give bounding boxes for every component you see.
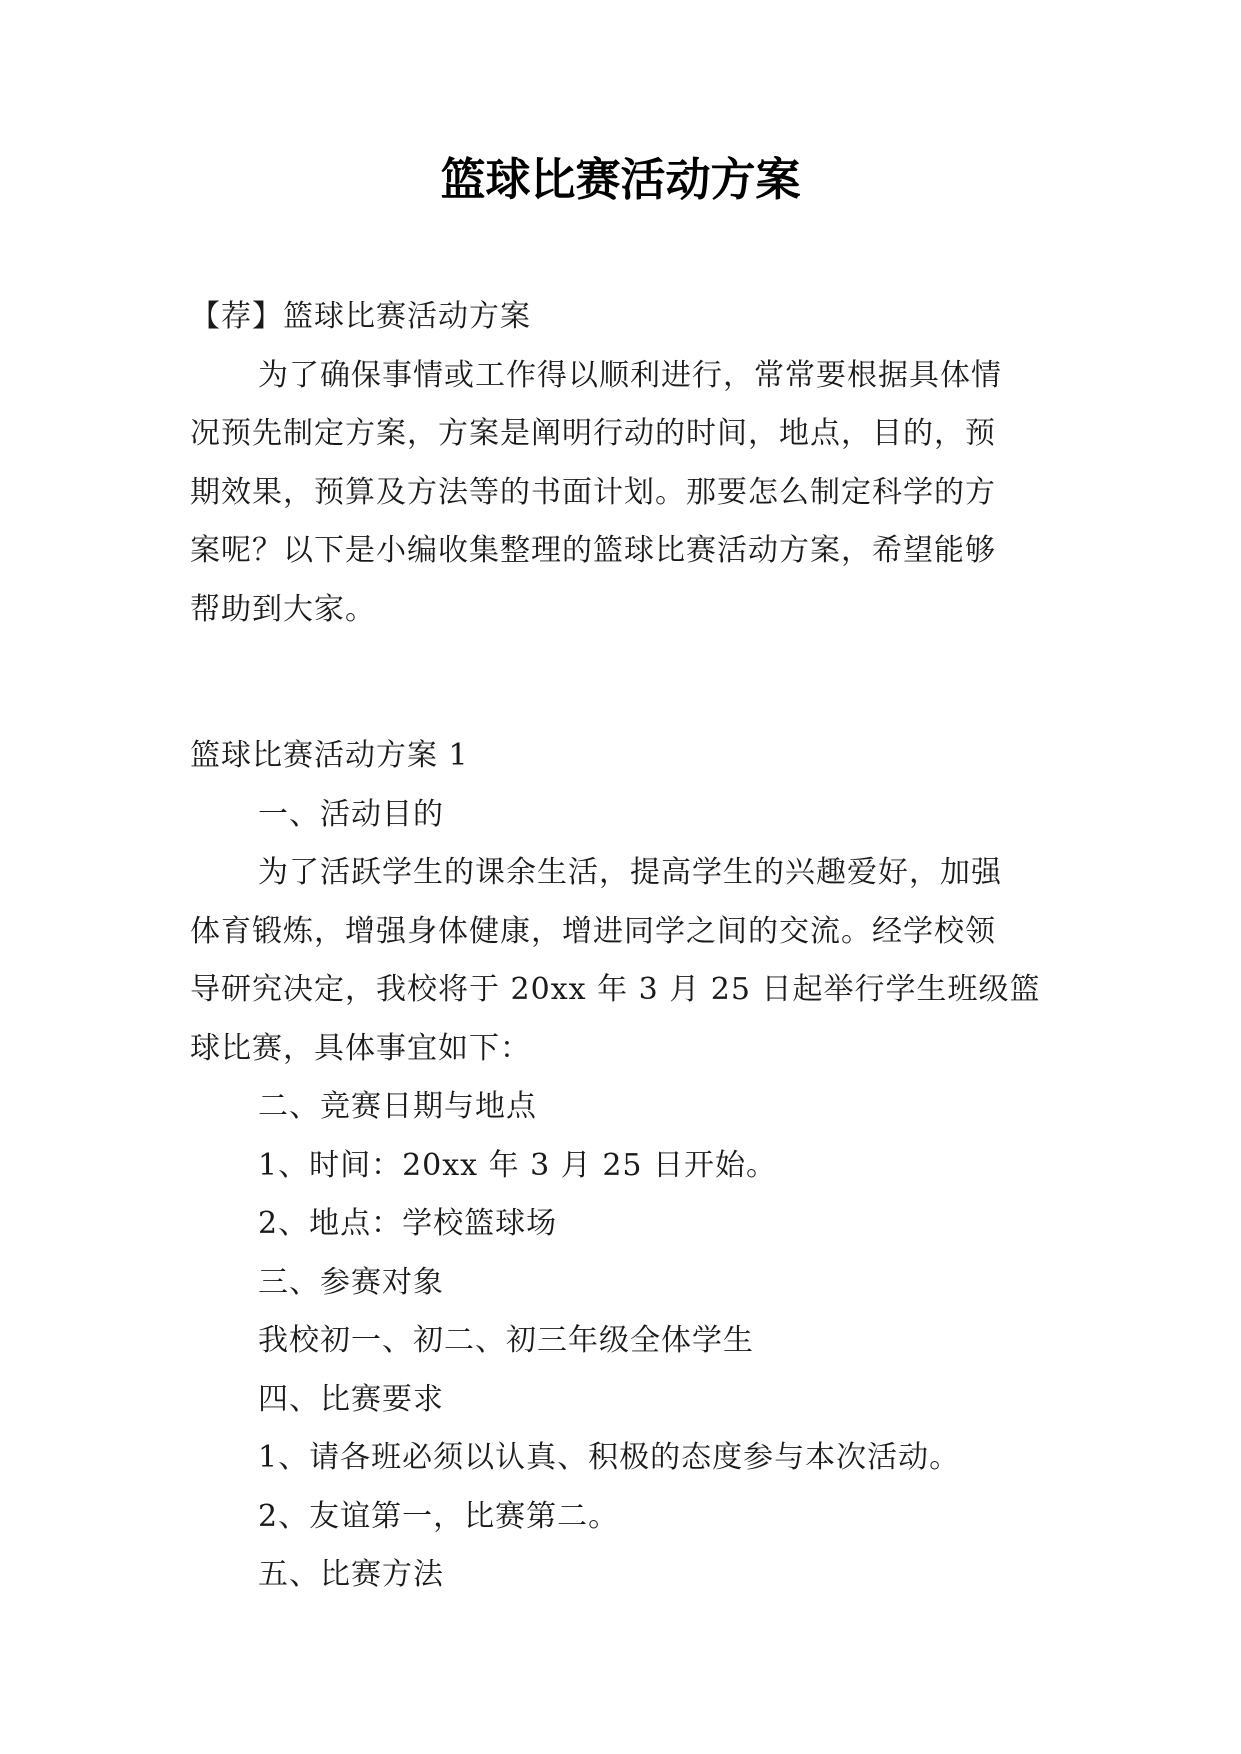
intro-line-1: 为了确保事情或工作得以顺利进行，常常要根据具体情: [258, 357, 1002, 393]
intro-label: 【荐】篮球比赛活动方案: [190, 299, 531, 334]
part5-title: 五、比赛方法: [258, 1557, 444, 1592]
section-heading: 篮球比赛活动方案 1: [190, 738, 469, 773]
intro-line-2: 况预先制定方案，方案是阐明行动的时间，地点，目的，预: [190, 416, 996, 451]
document-body: [190, 288, 1050, 1605]
part2-title: 二、竞赛日期与地点: [258, 1089, 537, 1124]
part1-title: 一、活动目的: [258, 796, 444, 832]
intro-line-4: 案呢？以下是小编收集整理的篮球比赛活动方案，希望能够: [190, 533, 996, 568]
part3-text: 我校初一、初二、初三年级全体学生: [258, 1323, 754, 1358]
part1-line-2: 体育锻炼，增强身体健康，增进同学之间的交流。经学校领: [190, 913, 996, 949]
part2-place: 2、地点：学校篮球场: [258, 1206, 558, 1241]
part1-line-4: 球比赛，具体事宜如下：: [190, 1030, 531, 1066]
intro-line-3: 期效果，预算及方法等的书面计划。那要怎么制定科学的方: [190, 474, 996, 510]
part3-title: 三、参赛对象: [258, 1264, 444, 1300]
part4-title: 四、比赛要求: [258, 1381, 444, 1417]
page-title: 篮球比赛活动方案: [440, 153, 801, 206]
part2-time: 1、时间：20xx 年 3 月 25 日开始。: [258, 1147, 778, 1183]
part1-line-1: 为了活跃学生的课余生活，提高学生的兴趣爱好，加强: [258, 855, 1002, 890]
section-spacer: [190, 639, 1050, 727]
part4-item-2: 2、友谊第一，比赛第二。: [258, 1498, 620, 1534]
part1-line-3: 导研究决定，我校将于 20xx 年 3 月 25 日起举行学生班级篮: [190, 972, 1041, 1007]
intro-line-5: 帮助到大家。: [190, 591, 376, 627]
part4-item-1: 1、请各班必须以认真、积极的态度参与本次活动。: [258, 1440, 961, 1475]
